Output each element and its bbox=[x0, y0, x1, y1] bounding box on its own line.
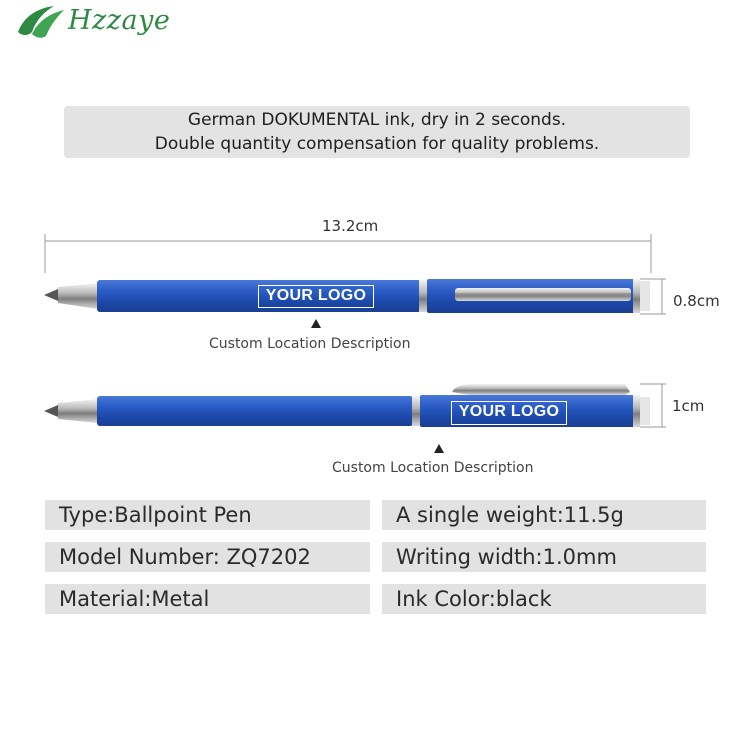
length-label: 13.2cm bbox=[322, 217, 379, 235]
spec-model-number: Model Number: ZQ7202 bbox=[45, 542, 370, 572]
spec-ink-color: Ink Color:black bbox=[382, 584, 706, 614]
spec-writing-width: Writing width:1.0mm bbox=[382, 542, 706, 572]
pen2-location-caption: Custom Location Description bbox=[332, 460, 534, 476]
brand-name: Hzzaye bbox=[68, 5, 171, 36]
banner-line-1: German DOKUMENTAL ink, dry in 2 seconds. bbox=[187, 110, 567, 130]
pen1-logo-area: YOUR LOGO bbox=[258, 285, 374, 308]
pen2-location-marker-icon bbox=[434, 444, 444, 453]
pen2-width-label: 1cm bbox=[672, 397, 705, 415]
spec-type: Type:Ballpoint Pen bbox=[45, 500, 370, 530]
pen1-location-caption: Custom Location Description bbox=[209, 336, 411, 352]
banner-line-2: Double quantity compensation for quality problems. bbox=[154, 134, 600, 154]
spec-material: Material:Metal bbox=[45, 584, 370, 614]
spec-weight: A single weight:11.5g bbox=[382, 500, 706, 530]
pen2-logo-area: YOUR LOGO bbox=[451, 401, 567, 425]
pen1-width-label: 0.8cm bbox=[673, 292, 720, 310]
